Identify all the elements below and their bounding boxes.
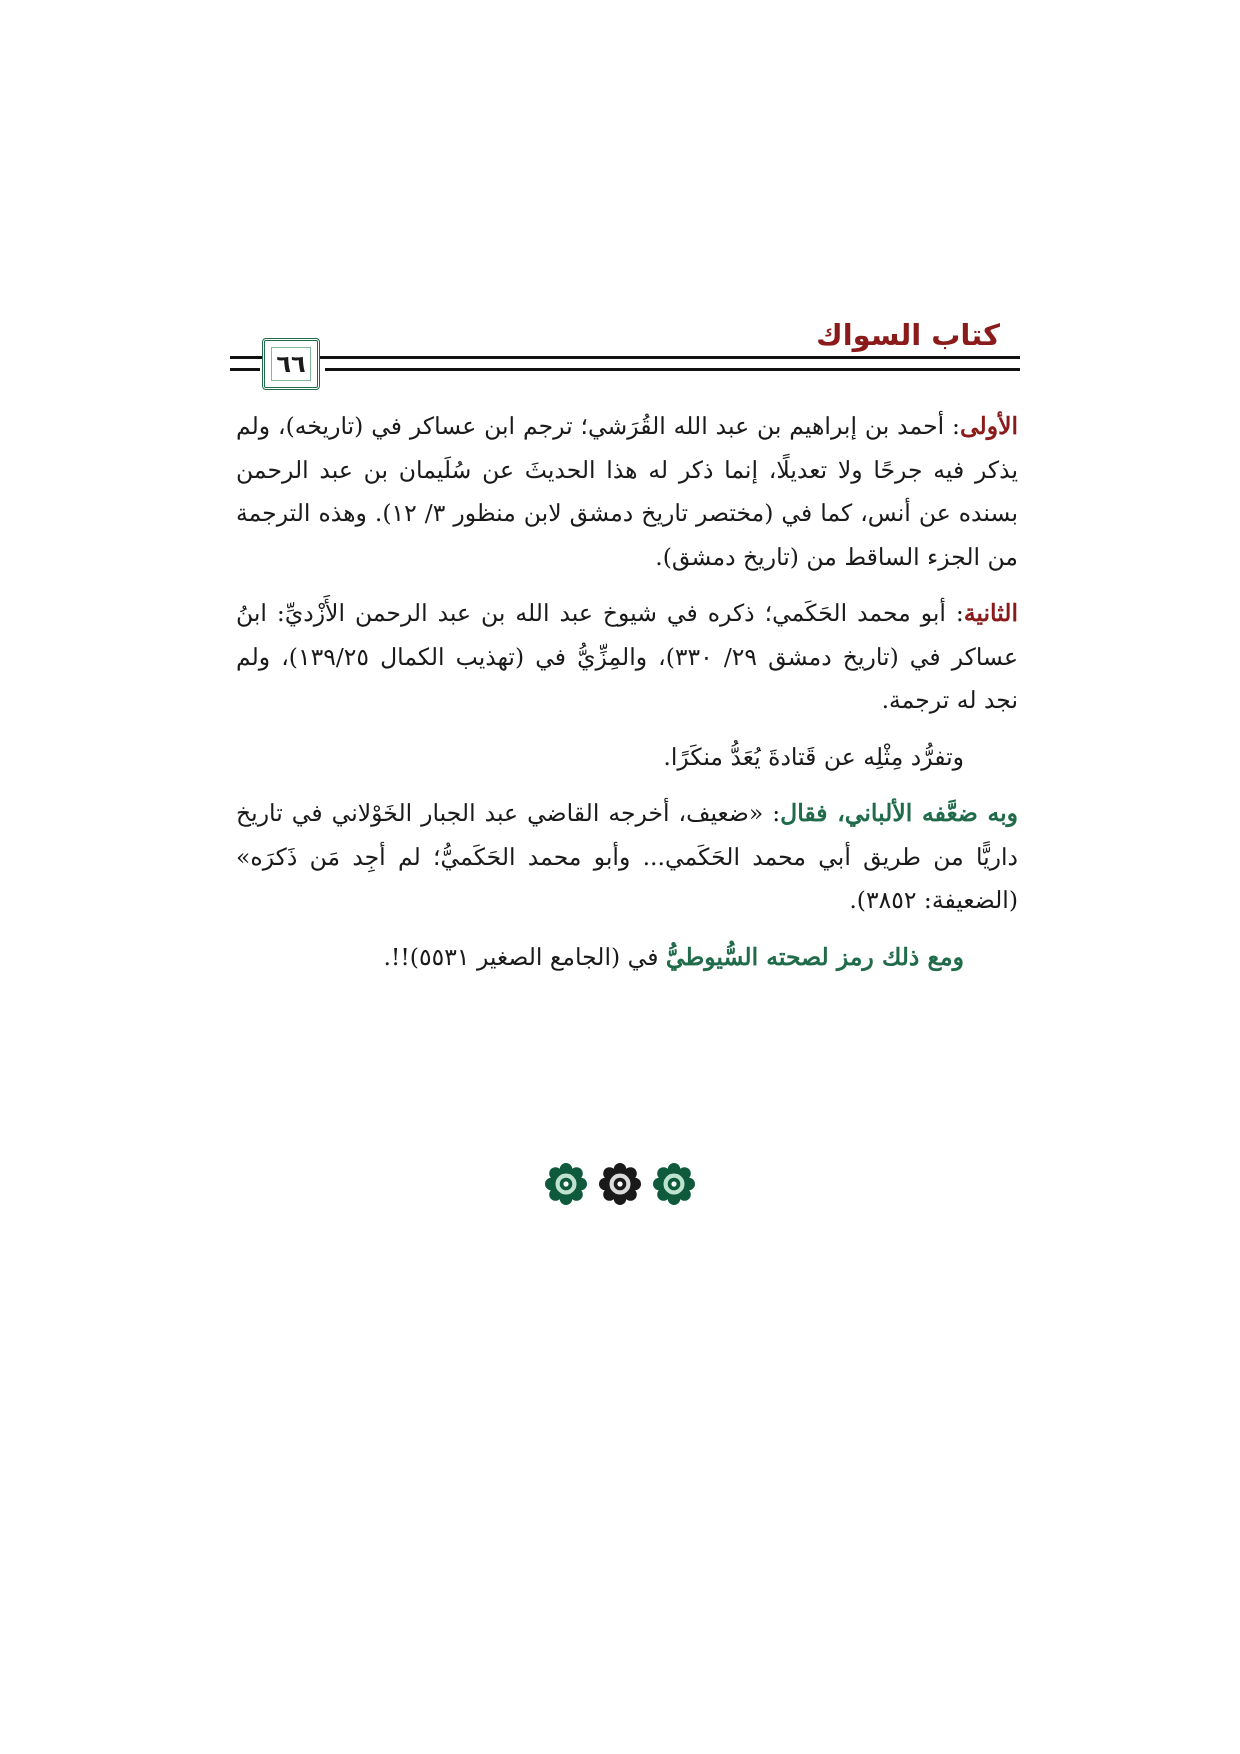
flower-ornament-icon <box>599 1163 641 1205</box>
page-header <box>230 318 1020 394</box>
paragraph-lead: وبه ضعَّفه الألباني، فقال <box>780 799 1018 827</box>
paragraph-text: في (الجامع الصغير ٥٥٣١)!!. <box>383 942 666 971</box>
flower-ornament-icon <box>545 1163 587 1205</box>
paragraph-text: : أحمد بن إبراهيم بن عبد الله القُرَشي؛ ترجم ابن عساكر في (تاريخه)، ولم يذكر فيه جرحًا ولا تعديلًا، إنما ذكر له هذا الحديثَ عن سُلَيمان بن عبد الرحمن بسنده عن أنس، كما في (مختصر تاريخ دمشق لابن منظور ٣/ ١٢). وهذه الترجمة من الجزء الساقط من (تاريخ دمشق). <box>236 412 1018 571</box>
paragraph-second <box>236 592 1018 723</box>
page-number: ٦٦ <box>276 350 306 378</box>
paragraph-note <box>236 736 1018 780</box>
header-rule-top <box>230 356 1020 359</box>
paragraph-albani <box>236 792 1018 923</box>
paragraph-suyuti <box>236 936 1018 980</box>
paragraph-text: : «ضعيف، أخرجه القاضي عبد الجبار الخَوْلاني في تاريخ داريًّا من طريق أبي محمد الحَكَمي... وأبو محمد الحَكَميُّ؛ لم أجِد مَن ذَكرَه» (الضعيفة: ٣٨٥٢). <box>236 799 1018 914</box>
page-number-frame <box>262 338 320 390</box>
paragraph-lead: الثانية <box>963 599 1018 627</box>
page-body <box>236 405 1018 992</box>
header-rule-bottom <box>325 368 1020 371</box>
paragraph-lead: ومع ذلك رمز لصحته السُّيوطيُّ <box>665 942 964 971</box>
book-title: كتاب السواك <box>816 318 1000 352</box>
paragraph-lead: الأولى <box>959 412 1018 440</box>
paragraph-text: : أبو محمد الحَكَمي؛ ذكره في شيوخ عبد الله بن عبد الرحمن الأَزْديِّ: ابنُ عساكر في (تاريخ دمشق ٢٩/ ٣٣٠)، والمِزِّيُّ في (تهذيب الكمال ١٣٩/٢٥)، ولم نجد له ترجمة. <box>236 599 1019 714</box>
paragraph-text: وتفرُّد مِثْلِه عن قَتادةَ يُعَدُّ منكَرًا. <box>663 742 964 771</box>
section-end-ornaments <box>0 1163 1240 1205</box>
paragraph-first <box>236 405 1018 579</box>
flower-ornament-icon <box>653 1163 695 1205</box>
header-rule-bottom-left <box>230 368 260 371</box>
